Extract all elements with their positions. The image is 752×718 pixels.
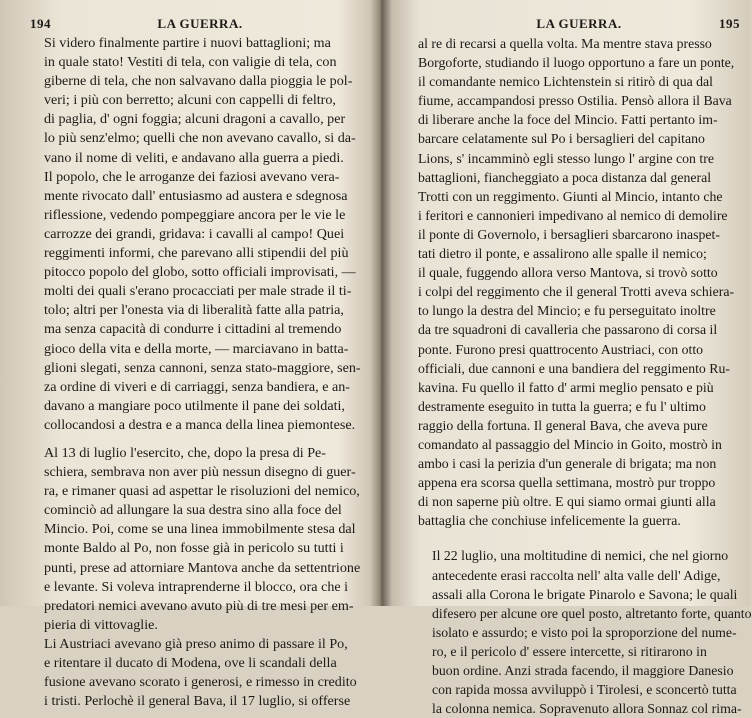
text-line: i tristi. Perlochè il general Bava, il 17 luglio, si offerse [44,693,351,710]
page-number: 195 [719,16,740,31]
text-line: ponte. Furono presi quattrocento Austriaci, con otto [418,341,704,357]
text-line: giberne di tela, che non salvavano dalla pioggia le pol- [44,73,353,90]
text-line: di non saperne più oltre. E qui siamo ormai giunti alla [418,494,716,510]
text-line: la colonna nemica. Sopravenuto allora Sonnaz col rima- [432,701,742,717]
text-line: ra, e rimaner quasi ad aspettar le risoluzioni del nemico, [44,483,360,500]
right-running-head [418,14,740,34]
text-line: il ponte di Governolo, i bersaglieri sbarcarono inaspet- [418,226,720,242]
text-line: buon ordine. Anzi strada facendo, il maggiore Danesio [432,663,734,678]
text-line: destramente eseguito in tutta la guerra; e fu l' ultimo [418,398,706,414]
text-line: il comandante nemico Lichtenstein si ritirò di qua dal [418,74,714,90]
text-line: comandato al passaggio del Mincio in Goito, mostrò in [418,436,722,452]
paragraph [418,546,752,718]
text-line: cominciò ad allungare la sua destra sino alla foce del [44,502,342,519]
left-page [30,14,370,710]
paragraph [30,34,370,435]
text-line: Mincio. Poi, come se una linea immobilmente stesa dal [44,521,356,538]
text-line: predatori nemici avevano avuto più di tre mesi per em- [44,597,354,614]
text-line: pitocco popolo del globo, sotto officiali improvisati, — [44,264,356,281]
text-line: con rapida mossa avviluppò i Tirolesi, e sconcertò tutta [432,682,737,698]
text-line: carrozze dei grandi, gridava: i cavalli al campo! Quei [44,225,345,242]
text-line: pieria di vittovaglie. [44,616,158,633]
text-line: Il popolo, che le arroganze dei faziosi avevano vera- [44,168,340,185]
text-line: in quale stato! Vestiti di tela, con valigie di tela, con [44,54,337,71]
text-line: i colpi del reggimento che il general Trotti aveva schiera- [418,284,735,300]
text-line: ro, e il pericolo d' essere intercette, si ritirarono in [432,643,707,659]
text-line: riflessione, vedendo pompeggiare ancora per le vie le [44,206,346,223]
running-title: LA GUERRA. [157,16,243,31]
paragraph [30,444,370,635]
text-line: gioco della vita e della morte, — marciavano in batta- [44,340,349,357]
text-line: da tre squadroni di cavalleria che passarono di corsa il [418,322,718,338]
text-line: i feritori e cannonieri impedivano al nemico di demolire [418,207,728,223]
text-line: za ordine di viveri e di carriaggi, senza bandiera, e an- [44,378,350,395]
text-line: Si videro finalmente partire i nuovi battaglioni; ma [44,35,331,51]
text-line: tati dietro il ponte, e assalirono alle spalle il nemico; [418,246,707,262]
text-line: Il 22 luglio, una moltitudine di nemici, che nel giorno [432,548,729,564]
text-line: raggio della fortuna. Il general Bava, che aveva pure [418,417,708,433]
left-running-head [30,14,370,34]
text-line: appena era scorsa quella settimana, mostrò pur troppo [418,475,716,491]
paragraph [418,34,740,530]
text-line: davano a mangiare poco utilmente il pane dei soldati, [44,397,345,414]
text-line: ambo i casi la perizia d'un generale di brigata; ma non [418,456,717,472]
text-line: antecedente erasi raccolta nell' alta valle dell' Adige, [432,567,721,583]
text-line: battaglia che conchiuse infelicemente la guerra. [418,513,681,529]
text-line: to lungo la destra del Mincio; e fu perseguitato inoltre [418,303,716,319]
text-line: isolato e assurdo; e visto poi la sproporzione del nume- [432,624,737,640]
text-line: fiume, accampandosi presso Ostilia. Pensò allora il Bava [418,93,732,109]
text-line: glioni slegati, senza cannoni, senza stato-maggiore, sen- [44,359,361,376]
text-line: di liberare anche la foce del Mincio. Fatti pertanto im- [418,112,718,128]
text-line: officiali, due cannoni e una bandiera del reggimento Ru- [418,360,730,376]
text-line: fusione avevano scorato i generosi, e rimesso in credito [44,674,357,691]
text-line: Trotti con un reggimento. Giunti al Mincio, intanto che [418,188,723,204]
text-line: molti dei quali s'erano procacciati per male strade il ti- [44,283,352,300]
text-line: Al 13 di luglio l'esercito, che, dopo la presa di Pe- [44,444,326,461]
left-page-text [30,34,370,711]
text-line: monte Baldo al Po, non fosse già in pericolo su tutti i [44,540,344,557]
text-line: punti, prese ad attorniare Mantova anche da settentrione [44,559,361,576]
text-line: il quale, fuggendo allora verso Mantova, si trovò sotto [418,265,718,281]
text-line: collocandosi a destra e a manca della linea piemontese. [44,416,356,433]
text-line: barcare celatamente sul Po i bersaglieri del capitano [418,131,705,147]
book-gutter [370,0,392,606]
text-line: veri; i più con berretto; alcuni con cappelli di feltro, [44,92,336,109]
text-line: assali alla Corona le brigate Pinarolo e Savona; le quali [432,586,738,602]
text-line: Borgoforte, studiando il luogo opportuno a fare un ponte, [418,55,735,71]
text-line: Li Austriaci avevano già preso animo di passare il Po, [44,635,348,652]
text-line: e levante. Si voleva intraprenderne il blocco, ora che i [44,578,349,595]
text-line: ma senza capacità di condurre i cittadini al tremendo [44,321,342,338]
text-line: reggimenti informi, che parevano alli stipendii del più [44,245,349,262]
text-line: kavina. Fu quello il fatto d' armi meglio pensato e più [418,379,714,395]
text-line: schiera, sembrava non aver più nessun disegno di guer- [44,464,356,481]
text-line: di paglia, d' ogni foggia; alcuni dragoni a cavallo, per [44,111,346,128]
text-line: vano il nome di veliti, e andavano alla guerra a piedi. [44,149,344,166]
text-line: al re di recarsi a quella volta. Ma mentre stava presso [418,36,712,51]
right-page-text [418,34,752,718]
text-line: Lions, s' incamminò egli stesso lungo l' argine con tre [418,150,714,166]
text-line: mente rivocato dall' entusiasmo ad austera e sdegnosa [44,187,348,204]
text-line: e ritentare il ducato di Modena, ove li scandali della [44,655,337,671]
text-line: difesero per alcune ore quel posto, altretanto forte, quanto [432,605,752,621]
paragraph [30,635,370,711]
right-page [418,14,752,717]
text-line: lo più senz'elmo; quelli che non avevano cavallo, si da- [44,130,356,147]
page-number: 194 [30,16,51,31]
text-line: tolo; altri per l'onesta via di liberalità fatte alla patria, [44,302,344,319]
text-line: battaglioni, fiancheggiato a poca distanza dal general [418,169,712,185]
running-title: LA GUERRA. [536,16,622,31]
